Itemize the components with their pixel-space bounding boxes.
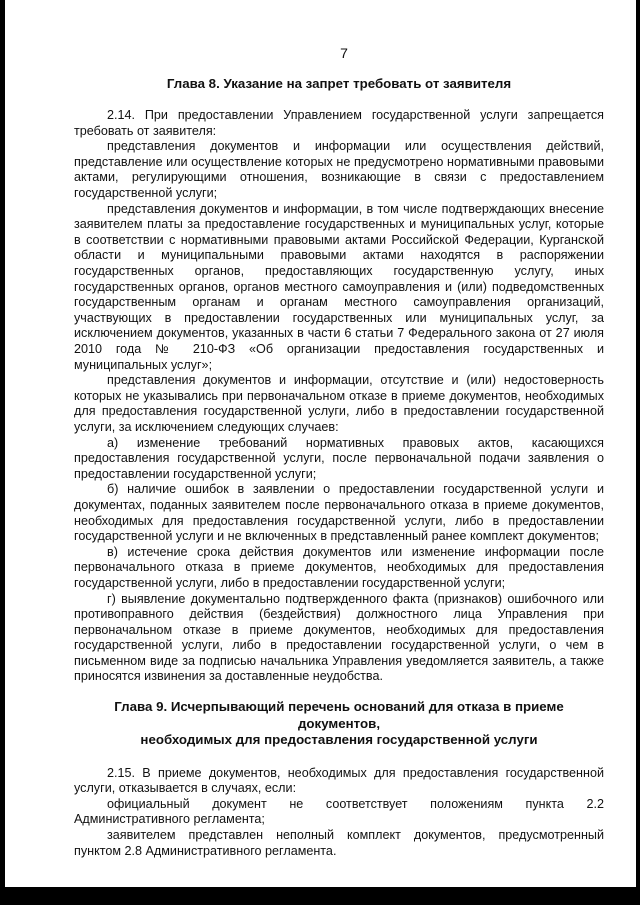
- paragraph-item-1: представления документов и информации или осуществления действий, представление или осуществление которых не предусмотрено нормативными правовыми актами, регулирующими отношения, возникающие в связи с предоставлением государственной услуги;: [74, 139, 604, 201]
- paragraph-item-2: представления документов и информации, в том числе подтверждающих внесение заявителем платы за предоставление государственных и муниципальных услуг, которые в соответствии с нормативными правовыми актами Российской Федерации, Курганской области и муниципальными правовыми актами находятся в распоряжении государственных органов, предоставляющих государственную услугу, иных государственных органов, органов местного самоуправления и (или) подведомственных государственным органам и органам местного самоуправления организаций, участвующих в предоставлении государственных или муниципальных услуг, за исключением документов, указанных в части 6 статьи 7 Федерального закона от 27 июля 2010 года № 210-ФЗ «Об организации предоставления государственных и муниципальных услуг»;: [74, 201, 604, 372]
- paragraph-refusal-1: официальный документ не соответствует положениям пункта 2.2 Административного регламента;: [74, 796, 604, 827]
- scan-border-bottom: [0, 887, 640, 905]
- paragraph-2-15: 2.15. В приеме документов, необходимых для предоставления государственной услуги, отказывается в случаях, если:: [74, 765, 604, 796]
- paragraph-refusal-2: заявителем представлен неполный комплект документов, предусмотренный пунктом 2.8 Административного регламента.: [74, 827, 604, 858]
- paragraph-item-3: представления документов и информации, отсутствие и (или) недостоверность которых не указывались при первоначальном отказе в приеме документов, необходимых для предоставления государственной услуги, либо в предоставлении государственной услуги, за исключением следующих случаев:: [74, 373, 604, 434]
- chapter-9-title-line-1: Глава 9. Исчерпывающий перечень оснований для отказа в приеме документов,: [114, 699, 564, 731]
- paragraph-subitem-g: г) выявление документально подтвержденного факта (признаков) ошибочного или противоправного действия (бездействия) должностного лица Управления при первоначальном отказе в приеме документов, необходимых для предоставления государственной услуги, либо в предоставлении государственной услуги, о чем в письменном виде за подписью начальника Управления уведомляется заявитель, а также приносятся извинения за доставленные неудобства.: [74, 591, 604, 684]
- chapter-8-title: Глава 8. Указание на запрет требовать от заявителя: [166, 75, 512, 91]
- chapter-9-title-line-2: необходимых для предоставления государственной услуги: [140, 732, 538, 748]
- paragraph-2-14: 2.14. При предоставлении Управлением государственной услуги запрещается требовать от заявителя:: [74, 108, 604, 138]
- page-number: 7: [340, 45, 348, 61]
- chapter-9-title: [74, 699, 604, 749]
- scan-border-left: [0, 0, 5, 905]
- scan-border-right: [636, 0, 640, 905]
- paragraph-subitem-b: б) наличие ошибок в заявлении о предоставлении государственной услуги и документах, поданных заявителем после первоначального отказа в приеме документов, необходимых для предоставления государственной услуги, либо в предоставлении государственной услуги и не включенных в представленный ранее комплект документов;: [74, 482, 604, 544]
- paragraph-subitem-v: в) истечение срока действия документов или изменение информации после первоначального отказа в приеме документов, необходимых для предоставления государственной услуги, либо в предоставлении государственной услуги;: [74, 544, 604, 590]
- paragraph-subitem-a: а) изменение требований нормативных правовых актов, касающихся предоставления государственной услуги, после первоначальной подачи заявления о предоставлении государственной услуги;: [74, 435, 604, 481]
- document-page: [74, 40, 604, 859]
